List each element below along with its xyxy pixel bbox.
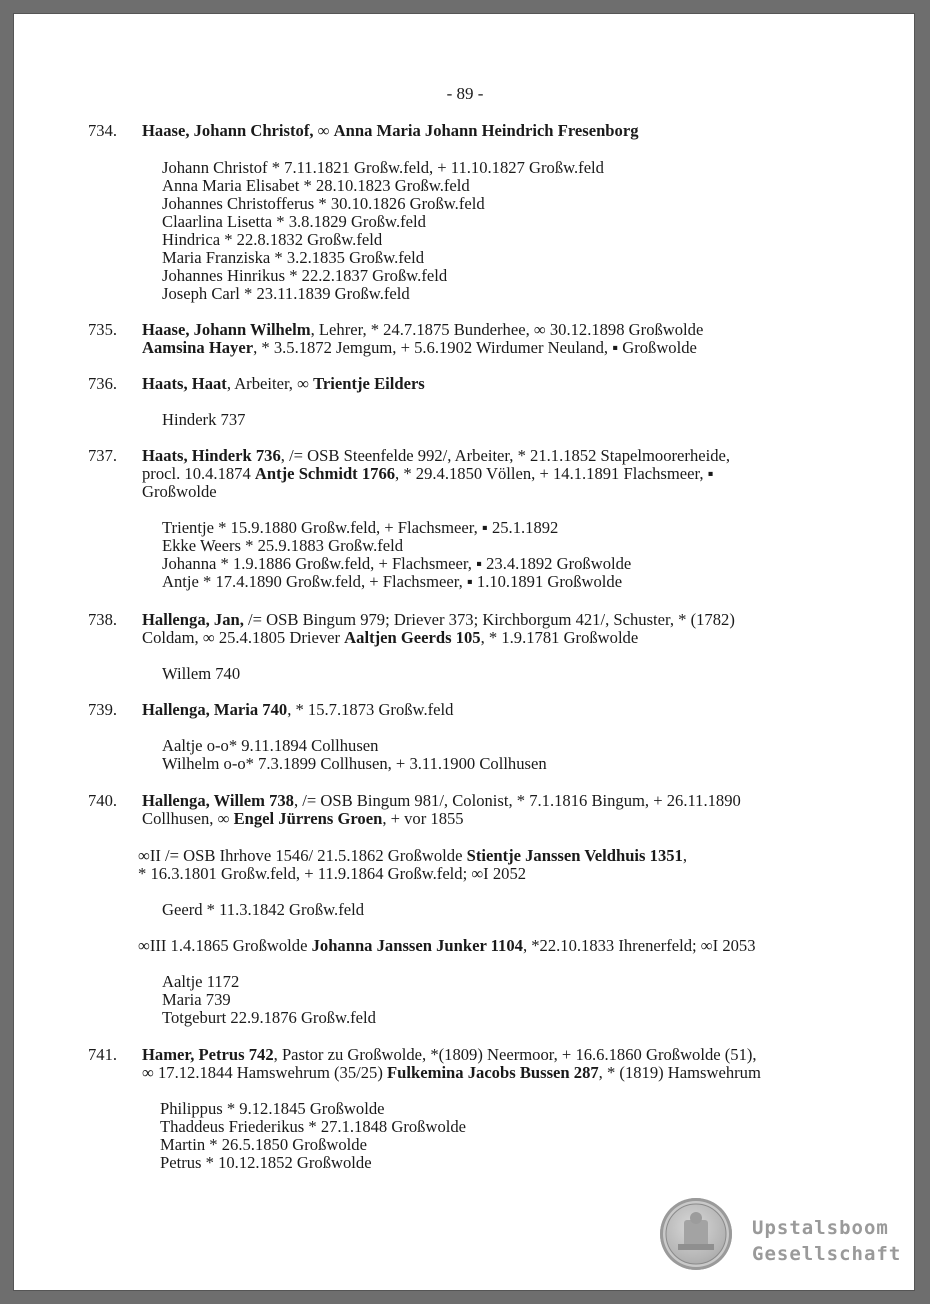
child-line: Philippus * 9.12.1845 Großwolde [160,1099,385,1118]
brand-line-1: Upstalsboom [752,1217,889,1239]
entry-heading: Haase, Johann Wilhelm, Lehrer, * 24.7.1875 Bunderhee, ∞ 30.12.1898 Großwolde [142,320,704,339]
entry-line: Collhusen, ∞ Engel Jürrens Groen, + vor 1855 [142,809,464,828]
child-line: Antje * 17.4.1890 Großw.feld, + Flachsmeer, ▪ 1.10.1891 Großwolde [162,572,623,591]
entry-heading: Hamer, Petrus 742, Pastor zu Großwolde, *(1809) Neermoor, + 16.6.1860 Großwolde (51), [142,1045,757,1064]
child-line: Geerd * 11.3.1842 Großw.feld [162,900,364,919]
child-line: Johannes Hinrikus * 22.2.1837 Großw.feld [162,266,448,285]
seal-emblem-icon [660,1198,732,1270]
child-line: Aaltje 1172 [162,972,240,991]
child-line: Johanna * 1.9.1886 Großw.feld, + Flachsmeer, ▪ 23.4.1892 Großwolde [162,554,632,573]
entry-number: 737. [88,446,118,465]
entry-heading: Haase, Johann Christof, ∞ Anna Maria Johann Heindrich Fresenborg [142,121,639,140]
entry-number: 734. [88,121,118,140]
child-line: Hinderk 737 [162,410,246,429]
child-line: Willem 740 [162,664,241,683]
entry-line: Großwolde [142,482,217,501]
child-line: Ekke Weers * 25.9.1883 Großw.feld [162,536,404,555]
child-line: Maria Franziska * 3.2.1835 Großw.feld [162,248,425,267]
seal-logo-icon [660,1198,732,1270]
entry-number: 740. [88,791,118,810]
child-line: Johann Christof * 7.11.1821 Großw.feld, + 11.10.1827 Großw.feld [162,158,604,177]
child-line: Martin * 26.5.1850 Großwolde [160,1135,367,1154]
child-line: Thaddeus Friederikus * 27.1.1848 Großwolde [160,1117,467,1136]
child-line: Johannes Christofferus * 30.10.1826 Großw.feld [162,194,485,213]
child-line: Aaltje o-o* 9.11.1894 Collhusen [162,736,379,755]
entry-line: ∞ 17.12.1844 Hamswehrum (35/25) Fulkemina Jacobs Bussen 287, * (1819) Hamswehrum [142,1063,761,1082]
entry-heading: Haats, Hinderk 736, /= OSB Steenfelde 992/, Arbeiter, * 21.1.1852 Stapelmoorerheide, [142,446,731,465]
child-line: Petrus * 10.12.1852 Großwolde [160,1153,372,1172]
entry-heading: Hallenga, Willem 738, /= OSB Bingum 981/, Colonist, * 7.1.1816 Bingum, + 26.11.1890 [142,791,741,810]
child-line: Wilhelm o-o* 7.3.1899 Collhusen, + 3.11.1900 Collhusen [162,754,547,773]
child-line: Maria 739 [162,990,231,1009]
entry-line: Coldam, ∞ 25.4.1805 Driever Aaltjen Geerds 105, * 1.9.1781 Großwolde [142,628,639,647]
child-line: Hindrica * 22.8.1832 Großw.feld [162,230,383,249]
second-marriage: ∞II /= OSB Ihrhove 1546/ 21.5.1862 Großwolde Stientje Janssen Veldhuis 1351, [138,846,687,865]
child-line: Claarlina Lisetta * 3.8.1829 Großw.feld [162,212,426,231]
second-marriage-line: * 16.3.1801 Großw.feld, + 11.9.1864 Großw.feld; ∞I 2052 [138,864,527,883]
entry-number: 736. [88,374,118,393]
entry-heading: Hallenga, Maria 740, * 15.7.1873 Großw.feld [142,700,454,719]
page-number: - 89 - [446,84,484,103]
child-line: Anna Maria Elisabet * 28.10.1823 Großw.feld [162,176,470,195]
entry-number: 738. [88,610,118,629]
child-line: Trientje * 15.9.1880 Großw.feld, + Flachsmeer, ▪ 25.1.1892 [162,518,559,537]
entry-number: 735. [88,320,118,339]
entry-number: 739. [88,700,118,719]
entry-heading: Haats, Haat, Arbeiter, ∞ Trientje Eilders [142,374,425,393]
entry-line: Aamsina Hayer, * 3.5.1872 Jemgum, + 5.6.1902 Wirdumer Neuland, ▪ Großwolde [142,338,697,357]
entry-line: procl. 10.4.1874 Antje Schmidt 1766, * 29.4.1850 Völlen, + 14.1.1891 Flachsmeer, ▪ [142,464,714,483]
entry-number: 741. [88,1045,118,1064]
brand-line-2: Gesellschaft [752,1243,902,1265]
child-line: Joseph Carl * 23.11.1839 Großw.feld [162,284,410,303]
entry-heading: Hallenga, Jan, /= OSB Bingum 979; Driever 373; Kirchborgum 421/, Schuster, * (1782) [142,610,735,629]
child-line: Totgeburt 22.9.1876 Großw.feld [162,1008,376,1027]
third-marriage: ∞III 1.4.1865 Großwolde Johanna Janssen Junker 1104, *22.10.1833 Ihrenerfeld; ∞I 2053 [138,936,756,955]
